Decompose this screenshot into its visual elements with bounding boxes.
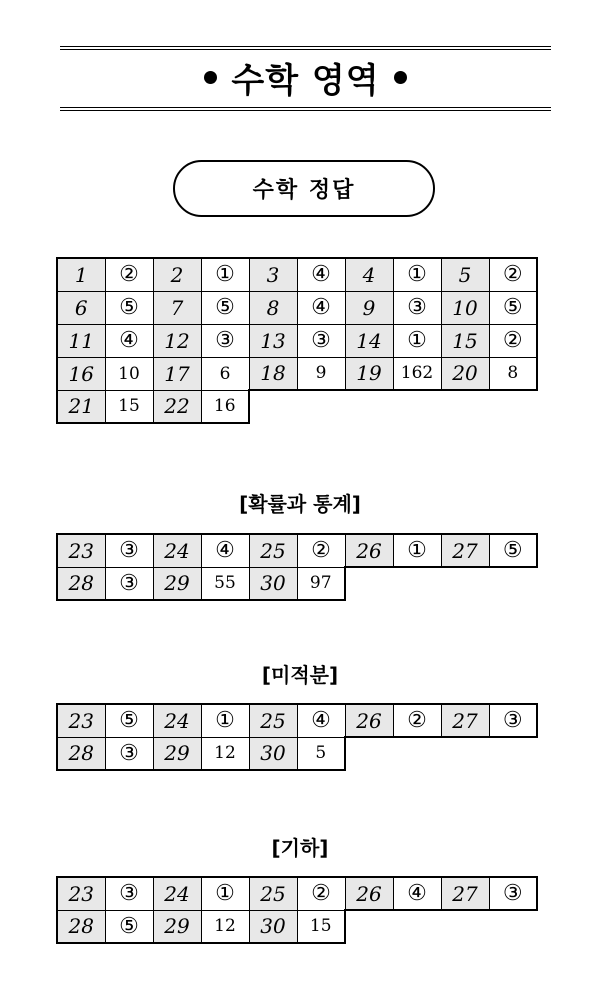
answer-value: ③: [393, 291, 441, 324]
answer-value: ⑤: [201, 291, 249, 324]
answer-badge-label: 수학 정답: [252, 178, 356, 203]
question-number: 16: [57, 357, 105, 390]
answer-value: 12: [201, 910, 249, 943]
question-number: 30: [249, 910, 297, 943]
answer-badge: [173, 160, 435, 217]
answer-value: ④: [297, 704, 345, 737]
answer-value: ③: [105, 877, 153, 910]
empty-cell: [345, 567, 393, 600]
question-number: 23: [57, 877, 105, 910]
answer-value: 6: [201, 357, 249, 390]
answer-row: [57, 567, 537, 600]
question-number: 30: [249, 737, 297, 770]
answer-value: 12: [201, 737, 249, 770]
question-number: 27: [441, 877, 489, 910]
question-number: 24: [153, 704, 201, 737]
answer-value: ①: [393, 258, 441, 291]
answer-value: 15: [105, 390, 153, 423]
question-number: 23: [57, 704, 105, 737]
answer-value: ②: [297, 877, 345, 910]
question-number: 15: [441, 324, 489, 357]
question-number: 24: [153, 877, 201, 910]
top-rule-1: [60, 46, 551, 47]
empty-cell: [441, 910, 489, 943]
answer-value: ③: [297, 324, 345, 357]
probability-answer-table: [56, 533, 538, 601]
answer-value: ⑤: [105, 910, 153, 943]
question-number: 28: [57, 737, 105, 770]
answer-value: 162: [393, 357, 441, 390]
answer-value: ③: [105, 737, 153, 770]
empty-cell: [489, 390, 537, 423]
question-number: 29: [153, 737, 201, 770]
answer-value: 16: [201, 390, 249, 423]
answer-value: ②: [489, 324, 537, 357]
question-number: 8: [249, 291, 297, 324]
answer-row: [57, 737, 537, 770]
empty-cell: [489, 567, 537, 600]
empty-cell: [489, 910, 537, 943]
answer-value: ④: [105, 324, 153, 357]
answer-value: ④: [297, 291, 345, 324]
question-number: 1: [57, 258, 105, 291]
answer-value: ①: [393, 534, 441, 567]
question-number: 6: [57, 291, 105, 324]
page-title-text: 수학 영역: [231, 60, 380, 101]
question-number: 13: [249, 324, 297, 357]
empty-cell: [249, 390, 297, 423]
empty-cell: [345, 390, 393, 423]
answer-value: 8: [489, 357, 537, 390]
question-number: 11: [57, 324, 105, 357]
question-number: 17: [153, 357, 201, 390]
top-rule-2: [60, 49, 551, 50]
question-number: 25: [249, 534, 297, 567]
empty-cell: [441, 737, 489, 770]
question-number: 12: [153, 324, 201, 357]
answer-value: ⑤: [105, 291, 153, 324]
answer-value: ①: [393, 324, 441, 357]
page-title: [60, 54, 551, 100]
question-number: 23: [57, 534, 105, 567]
answer-value: 9: [297, 357, 345, 390]
question-number: 29: [153, 567, 201, 600]
bullet-dot-icon: [204, 71, 217, 84]
question-number: 19: [345, 357, 393, 390]
question-number: 21: [57, 390, 105, 423]
answer-value: ①: [201, 877, 249, 910]
answer-value: ②: [489, 258, 537, 291]
empty-cell: [441, 390, 489, 423]
answer-value: ①: [201, 258, 249, 291]
question-number: 20: [441, 357, 489, 390]
section-title-geometry: [기하]: [271, 836, 329, 860]
question-number: 10: [441, 291, 489, 324]
question-number: 26: [345, 534, 393, 567]
question-number: 26: [345, 877, 393, 910]
question-number: 4: [345, 258, 393, 291]
bottom-rule-1: [60, 107, 551, 108]
answer-row: [57, 390, 537, 423]
question-number: 27: [441, 704, 489, 737]
question-number: 18: [249, 357, 297, 390]
question-number: 27: [441, 534, 489, 567]
answer-value: 10: [105, 357, 153, 390]
empty-cell: [489, 737, 537, 770]
answer-value: ③: [105, 534, 153, 567]
answer-value: ③: [105, 567, 153, 600]
answer-row: [57, 357, 537, 390]
answer-value: 15: [297, 910, 345, 943]
answer-value: ④: [297, 258, 345, 291]
question-number: 7: [153, 291, 201, 324]
answer-row: [57, 877, 537, 910]
answer-value: ⑤: [105, 704, 153, 737]
answer-row: [57, 704, 537, 737]
empty-cell: [297, 390, 345, 423]
question-number: 2: [153, 258, 201, 291]
empty-cell: [393, 910, 441, 943]
question-number: 25: [249, 877, 297, 910]
question-number: 22: [153, 390, 201, 423]
bullet-dot-icon: [394, 71, 407, 84]
answer-row: [57, 324, 537, 357]
empty-cell: [345, 737, 393, 770]
answer-row: [57, 910, 537, 943]
question-number: 25: [249, 704, 297, 737]
answer-value: 97: [297, 567, 345, 600]
question-number: 30: [249, 567, 297, 600]
question-number: 26: [345, 704, 393, 737]
question-number: 5: [441, 258, 489, 291]
answer-value: ③: [489, 704, 537, 737]
answer-value: ④: [393, 877, 441, 910]
answer-row: [57, 291, 537, 324]
question-number: 28: [57, 910, 105, 943]
answer-value: ④: [201, 534, 249, 567]
question-number: 29: [153, 910, 201, 943]
geometry-answer-table: [56, 876, 538, 944]
common-answer-table: [56, 257, 538, 424]
question-number: 14: [345, 324, 393, 357]
answer-value: ②: [105, 258, 153, 291]
empty-cell: [441, 567, 489, 600]
empty-cell: [393, 390, 441, 423]
question-number: 28: [57, 567, 105, 600]
question-number: 9: [345, 291, 393, 324]
answer-row: [57, 534, 537, 567]
answer-value: ⑤: [489, 534, 537, 567]
empty-cell: [393, 567, 441, 600]
question-number: 24: [153, 534, 201, 567]
answer-value: ②: [393, 704, 441, 737]
section-title-calculus: [미적분]: [261, 663, 339, 687]
answer-value: 55: [201, 567, 249, 600]
question-number: 3: [249, 258, 297, 291]
section-title-probability: [확률과 통계]: [239, 492, 361, 516]
answer-value: ⑤: [489, 291, 537, 324]
empty-cell: [393, 737, 441, 770]
answer-row: [57, 258, 537, 291]
empty-cell: [345, 910, 393, 943]
bottom-rule-2: [60, 110, 551, 111]
answer-value: ①: [201, 704, 249, 737]
answer-value: 5: [297, 737, 345, 770]
answer-value: ③: [201, 324, 249, 357]
answer-value: ②: [297, 534, 345, 567]
calculus-answer-table: [56, 703, 538, 771]
answer-value: ③: [489, 877, 537, 910]
